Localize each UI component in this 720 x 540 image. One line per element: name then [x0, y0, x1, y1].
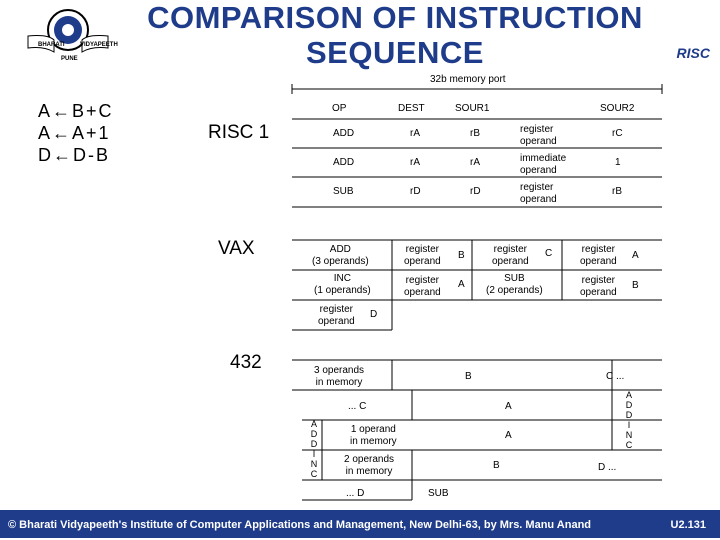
- risc-row3-sour2-val: rB: [612, 186, 622, 197]
- i432-r4-b: B: [493, 460, 500, 471]
- risc-row3-op: SUB: [333, 186, 354, 197]
- vax-r2-c4: register operand: [580, 275, 617, 298]
- i432-r3-a: A: [505, 430, 512, 441]
- risc-row1-dest: rA: [410, 128, 420, 139]
- i432-r1-b: B: [465, 371, 472, 382]
- risc-row2-sour1: rA: [470, 157, 480, 168]
- risc-row3-sour1: rD: [470, 186, 481, 197]
- i432-r2-c: ... C: [348, 401, 367, 412]
- i432-r3-operand: 1 operand in memory: [350, 424, 397, 447]
- equation-1: A←B+C: [38, 101, 114, 121]
- vax-r2-c2: register operand: [404, 275, 441, 298]
- risc-header-sour1: SOUR1: [455, 103, 490, 114]
- vax-r2-c3: SUB (2 operands): [486, 273, 543, 296]
- risc-row1-sour2-kind: register operand: [520, 124, 557, 147]
- risc-row3-sour2-kind: register operand: [520, 182, 557, 205]
- vax-r1-c2-tag: B: [458, 250, 465, 261]
- i432-r4-operands: 2 operands in memory: [344, 454, 395, 477]
- risc-row1-sour1: rB: [470, 128, 480, 139]
- logo-text-right: VIDYAPEETH: [80, 42, 118, 48]
- vax-r2-c2-tag: A: [458, 279, 465, 290]
- logo-text-bottom: PUNE: [61, 56, 78, 62]
- title-line-1: COMPARISON OF INSTRUCTION: [147, 0, 643, 35]
- risc-header-sour2: SOUR2: [600, 103, 635, 114]
- risc-label: RISC 1: [208, 122, 270, 143]
- vax-r3-c1-tag: D: [370, 309, 378, 320]
- risc-header-dest: DEST: [398, 103, 425, 114]
- vax-r1-c1: ADD (3 operands): [312, 244, 369, 267]
- i432-r2-addinc: A D D I N C: [625, 390, 633, 450]
- i432-r1-c: C ...: [606, 371, 625, 382]
- page-number: U2.131: [670, 519, 706, 531]
- vax-r2-c1: INC (1 operands): [314, 273, 371, 296]
- logo-text-left: BHARATI: [38, 42, 65, 48]
- equation-3: D←D-B: [38, 145, 110, 165]
- vax-r1-c4-tag: A: [632, 250, 639, 261]
- risc-header-op: OP: [332, 103, 347, 114]
- i432-r4-d: D ...: [598, 462, 617, 473]
- vax-r1-c4: register operand: [580, 244, 617, 267]
- i432-r2-a: A: [505, 401, 512, 412]
- i432-r5-d: ... D: [346, 488, 365, 499]
- vax-r1-c3-tag: C: [545, 248, 553, 259]
- vax-r3-c1: register operand: [318, 304, 355, 327]
- i432-label: 432: [230, 352, 262, 373]
- risc-row2-op: ADD: [333, 157, 355, 168]
- risc-row1-op: ADD: [333, 128, 355, 139]
- risc-row2-dest: rA: [410, 157, 420, 168]
- memory-port-label: 32b memory port: [430, 74, 506, 85]
- risc-row3-dest: rD: [410, 186, 421, 197]
- vax-r1-c2: register operand: [404, 244, 441, 267]
- vax-r2-c4-tag: B: [632, 280, 639, 291]
- footer-copyright: © Bharati Vidyapeeth's Institute of Computer Applications and Management, New Delhi-63, by Mrs. Manu Anand: [8, 519, 592, 531]
- equation-2: A←A+1: [38, 123, 111, 143]
- risc-row2-sour2-kind: immediate operand: [520, 153, 567, 176]
- title-line-2: SEQUENCE: [306, 35, 484, 70]
- vax-label: VAX: [218, 238, 255, 259]
- risc-row1-sour2-val: rC: [612, 128, 623, 139]
- risc-row2-sour2-val: 1: [615, 157, 621, 168]
- vax-r1-c3: register operand: [492, 244, 529, 267]
- footer-bar: [0, 510, 720, 538]
- i432-r3-addinc: A D D I N C: [310, 419, 318, 479]
- i432-r1-operands: 3 operands in memory: [314, 365, 365, 388]
- i432-r5-sub: SUB: [428, 488, 449, 499]
- risc-tag: RISC: [676, 45, 710, 61]
